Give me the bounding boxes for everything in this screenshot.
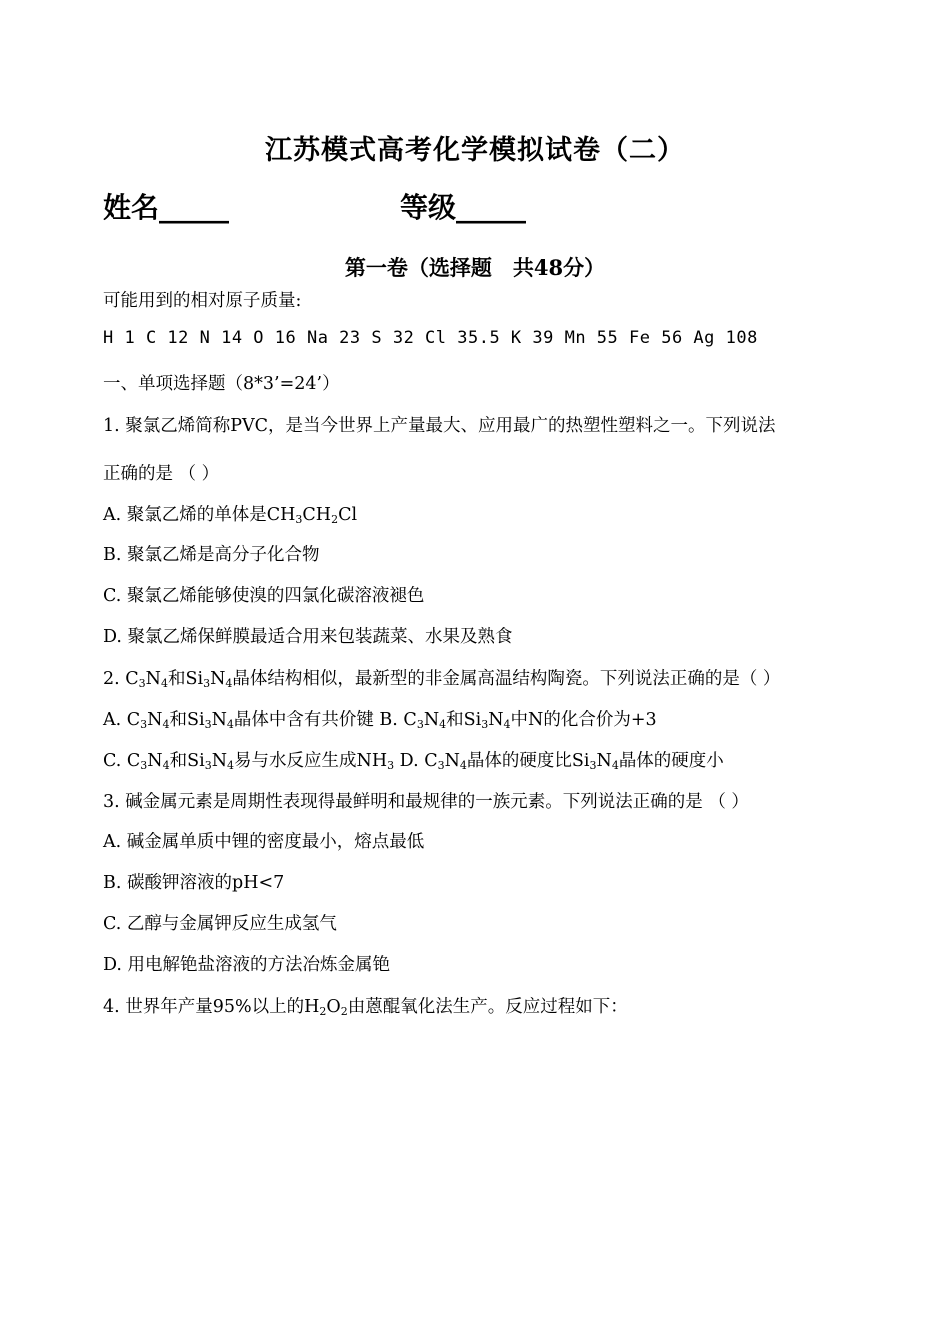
subscript: 2 [340, 1005, 348, 1018]
subscript: 4 [439, 718, 447, 731]
text: N [147, 710, 163, 730]
subscript: 3 [138, 677, 146, 690]
text: N [147, 751, 163, 771]
part1-heading: 一、单项选择题（8*3’=24’） [103, 374, 340, 394]
subscript: 2 [319, 1005, 327, 1018]
exam-title: 江苏模式高考化学模拟试卷（二） [265, 135, 685, 166]
grade-field-label: 等级_____ [400, 191, 527, 224]
subscript: 3 [140, 718, 148, 731]
subscript: 4 [160, 677, 168, 690]
q2-options-cd [103, 747, 724, 772]
q2-stem [103, 665, 780, 690]
subscript: 3 [204, 759, 212, 772]
text: N [596, 751, 612, 771]
text: N [444, 751, 460, 771]
q2-options-ab [103, 706, 657, 731]
text: 和Si [169, 710, 205, 730]
text: O [326, 997, 341, 1017]
q4-stem [103, 993, 628, 1018]
text: N [211, 751, 228, 771]
q3-option-c: C. 乙醇与金属钾反应生成氢气 [103, 914, 337, 934]
text: 晶体的硬度小 [618, 751, 724, 771]
q1-stem-line1: 1. 聚氯乙烯简称PVC，是当今世界上产量最大、应用最广的热塑性塑料之一。下列说法 [103, 416, 776, 436]
subscript: 3 [140, 759, 148, 772]
text: N [210, 669, 226, 689]
q3-stem: 3. 碱金属元素是周期性表现得最鲜明和最规律的一族元素。下列说法正确的是 （ ） [103, 792, 749, 812]
text: 和Si [169, 751, 205, 771]
q3-option-b: B. 碳酸钾溶液的pH<7 [103, 873, 285, 893]
subscript: 2 [331, 513, 339, 526]
q3-option-d: D. 用电解铯盐溶液的方法冶炼金属铯 [103, 955, 391, 975]
text: 和Si [446, 710, 482, 730]
text: N [423, 710, 440, 730]
text: C. C [103, 751, 141, 771]
text: 晶体结构相似，最新型的非金属高温结构陶瓷。下列说法正确的是（ ） [232, 669, 781, 689]
text: 晶体的硬度比Si [466, 751, 590, 771]
q1-stem-line2: 正确的是 （ ） [103, 464, 220, 484]
subscript: 4 [459, 759, 467, 772]
q1-a-mid: CH [302, 505, 332, 525]
q1-option-d: D. 聚氯乙烯保鲜膜最适合用来包装蔬菜、水果及熟食 [103, 627, 513, 647]
text: N [211, 710, 227, 730]
subscript: 3 [416, 718, 424, 731]
q1-a-end: Cl [338, 505, 358, 525]
subscript: 3 [295, 513, 303, 526]
subscript: 3 [204, 718, 212, 731]
text: 晶体中含有共价键 B. C [233, 710, 417, 730]
name-grade-row [103, 186, 863, 226]
text: A. C [103, 710, 141, 730]
subscript: 4 [162, 759, 170, 772]
subscript: 4 [162, 718, 170, 731]
subscript: 3 [589, 759, 597, 772]
atomic-mass-intro: 可能用到的相对原子质量: [103, 291, 302, 311]
q1-option-a [103, 501, 357, 526]
text: 2. C [103, 669, 139, 689]
atomic-mass-list: H 1 C 12 N 14 O 16 Na 23 S 32 Cl 35.5 K 39 Mn 55 Fe 56 Ag 108 [103, 328, 758, 348]
q1-a-text: A. 聚氯乙烯的单体是CH [103, 505, 296, 525]
text: 由蒽醌氧化法生产。反应过程如下： [347, 997, 628, 1017]
q1-option-c: C. 聚氯乙烯能够使溴的四氯化碳溶液褪色 [103, 586, 425, 606]
subscript: 4 [225, 677, 233, 690]
text: 中N的化合价为+3 [510, 710, 657, 730]
text: N [145, 669, 161, 689]
text: 易与水反应生成NH [234, 751, 388, 771]
text: 和Si [167, 669, 204, 689]
subscript: 4 [503, 718, 511, 731]
subscript: 3 [437, 759, 445, 772]
section-title: 第一卷（选择题 共48分） [344, 255, 606, 280]
q1-option-b: B. 聚氯乙烯是高分子化合物 [103, 545, 320, 565]
text: N [488, 710, 504, 730]
text: D. C [394, 751, 438, 771]
subscript: 4 [226, 718, 234, 731]
subscript: 3 [481, 718, 489, 731]
q3-option-a: A. 碱金属单质中锂的密度最小，熔点最低 [103, 832, 425, 852]
text: 4. 世界年产量95%以上的H [103, 997, 320, 1017]
subscript: 3 [203, 677, 211, 690]
subscript: 4 [227, 759, 235, 772]
name-field-label: 姓名_____ [103, 191, 230, 224]
subscript: 3 [387, 759, 395, 772]
subscript: 4 [611, 759, 619, 772]
